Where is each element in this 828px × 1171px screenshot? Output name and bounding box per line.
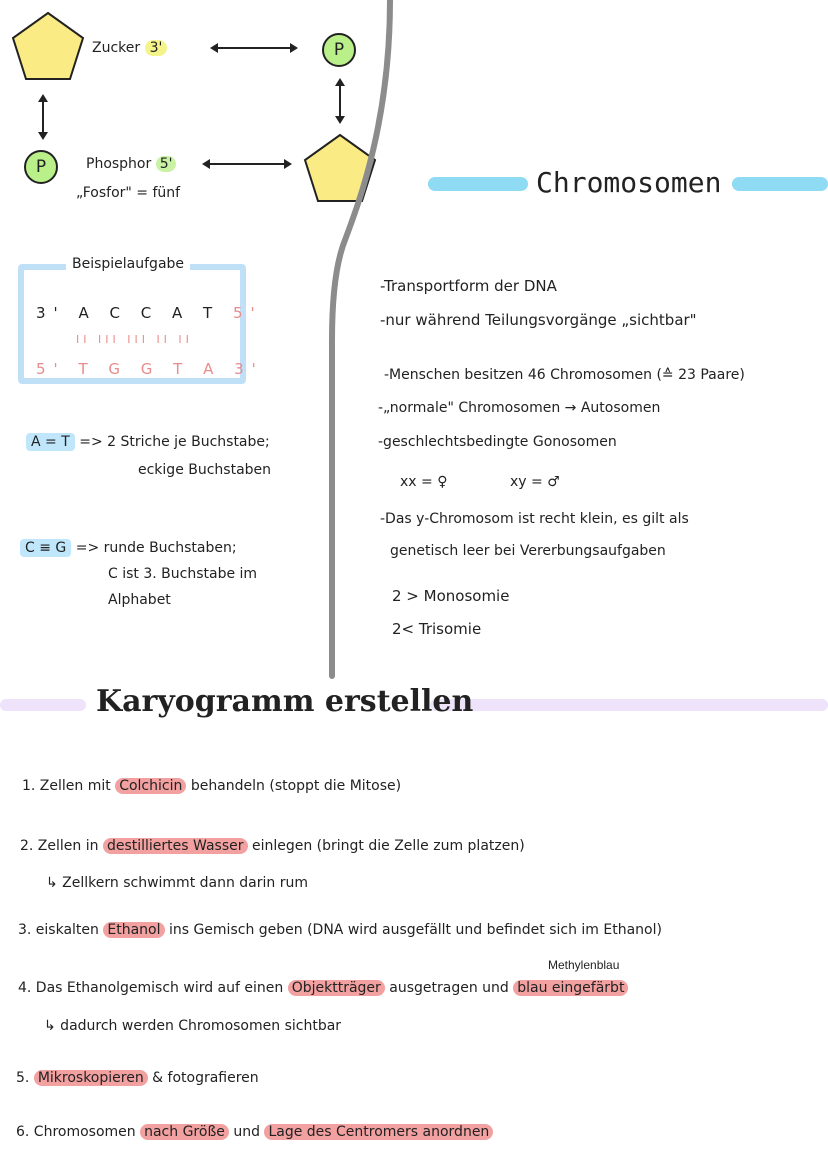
phosphate-circle-left: P	[24, 150, 58, 184]
double-arrow-left-vertical-icon	[42, 96, 44, 138]
monosomie-line: 2 > Monosomie	[392, 587, 510, 605]
at-tag: A = T	[26, 433, 75, 451]
chromosomen-line-3: -Menschen besitzen 46 Chromosomen (≙ 23 Paare)	[384, 367, 745, 383]
highlight-nach-groesse: nach Größe	[140, 1124, 229, 1140]
highlight-lage-des-centromers: Lage des Centromers anordnen	[264, 1124, 493, 1140]
methylenblau-note: Methylenblau	[548, 958, 620, 972]
cg-pair-line: C ≡ G => runde Buchstaben;	[20, 540, 237, 556]
step-5: 5. Mikroskopieren & fotografieren	[16, 1070, 259, 1086]
dna-strand-row-1: 3' A C C A T 5'	[36, 304, 263, 322]
cg-pair-line-2: C ist 3. Buchstabe im	[108, 566, 258, 582]
step-1: 1. Zellen mit Colchicin behandeln (stoppt die Mitose)	[22, 778, 402, 794]
at-pair-line: A = T => 2 Striche je Buchstabe;	[26, 434, 270, 450]
highlight-destilliertes-wasser: destilliertes Wasser	[103, 838, 248, 854]
at-pair-line-2: eckige Buchstaben	[138, 462, 272, 478]
chromosomen-title: Chromosomen	[536, 166, 722, 199]
dna-strand-row-2: 5' T G G T A 3'	[36, 360, 264, 378]
xy-male: xy = ♂	[510, 474, 560, 490]
karyogramm-title-bar-right	[430, 699, 828, 711]
chromosomen-line-2: -nur während Teilungsvorgänge „sichtbar"	[380, 311, 697, 329]
step-2-sub: ↳ Zellkern schwimmt dann darin rum	[46, 875, 309, 891]
step-3: 3. eiskalten Ethanol ins Gemisch geben (DNA wird ausgefällt und befindet sich im Ethanol)	[18, 922, 662, 938]
highlight-blau-eingefaerbt: blau eingefärbt	[513, 980, 628, 996]
chromosomen-line-5: -geschlechtsbedingte Gonosomen	[378, 434, 617, 450]
phosphor-label: Phosphor 5'	[86, 156, 176, 172]
zucker-3-badge: 3'	[145, 40, 168, 56]
chromosomen-line-7: genetisch leer bei Vererbungsaufgaben	[390, 543, 666, 559]
karyogramm-title-bar-left	[0, 699, 86, 711]
trisomie-line: 2< Trisomie	[392, 620, 482, 638]
vertical-divider-curve	[300, 0, 400, 680]
fosfor-note: „Fosfor" = fünf	[76, 185, 181, 201]
karyogramm-title: Karyogramm erstellen	[96, 684, 474, 719]
phosphate-circle-top: P	[322, 33, 356, 67]
chromosomen-line-6: -Das y-Chromosom ist recht klein, es gilt als	[380, 511, 689, 527]
chromosomen-title-bar-right	[732, 177, 828, 191]
xx-female: xx = ♀	[400, 474, 448, 490]
chromosomen-title-bar-left	[428, 177, 528, 191]
step-4: 4. Das Ethanolgemisch wird auf einen Objektträger ausgetragen und blau eingefärbt	[18, 980, 628, 996]
highlight-ethanol: Ethanol	[103, 922, 164, 938]
highlight-colchicin: Colchicin	[115, 778, 186, 794]
cg-tag: C ≡ G	[20, 539, 71, 557]
double-arrow-middle-icon	[204, 163, 290, 165]
dna-bonds: II III III II II	[76, 333, 193, 346]
cg-pair-line-3: Alphabet	[108, 592, 171, 608]
chromosomen-line-4: -„normale" Chromosomen → Autosomen	[378, 400, 661, 416]
highlight-mikroskopieren: Mikroskopieren	[34, 1070, 148, 1086]
highlight-objekttraeger: Objektträger	[288, 980, 385, 996]
sugar-pentagon-top-left-icon	[10, 10, 86, 82]
example-box-title: Beispielaufgabe	[66, 256, 190, 272]
phosphor-5-badge: 5'	[156, 156, 177, 172]
step-4-sub: ↳ dadurch werden Chromosomen sichtbar	[44, 1018, 342, 1034]
zucker-label: Zucker 3'	[92, 40, 167, 56]
chromosomen-line-1: -Transportform der DNA	[380, 277, 557, 295]
double-arrow-top-icon	[212, 47, 296, 49]
step-6: 6. Chromosomen nach Größe und Lage des Centromers anordnen	[16, 1124, 493, 1140]
step-2: 2. Zellen in destilliertes Wasser einlegen (bringt die Zelle zum platzen)	[20, 838, 525, 854]
